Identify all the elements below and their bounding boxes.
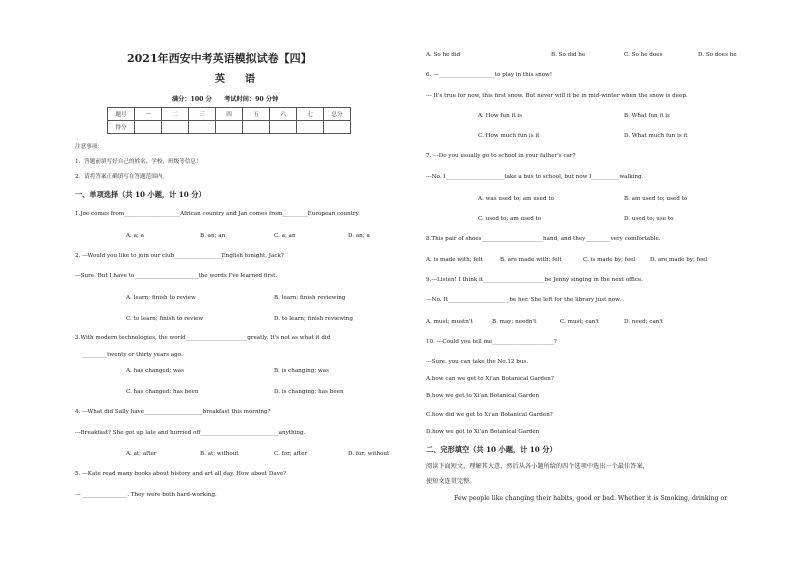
question-5-line2: --- ________________. They were both hard-working. <box>75 492 217 498</box>
question-6-option-a[interactable]: A. How fun it is <box>478 113 522 119</box>
question-5-option-d[interactable]: D. So does he <box>698 52 737 58</box>
score-cell: 四 <box>216 108 243 121</box>
score-input-cell[interactable] <box>135 121 162 134</box>
question-9-stem: 9.---Listen! I think it______________________be Jenny singing in the next office. <box>426 277 644 283</box>
score-input-cell[interactable] <box>162 121 189 134</box>
question-3-option-c[interactable]: C. has changed; has been <box>126 389 199 395</box>
question-8-option-b[interactable]: B. are made with; felt <box>500 257 562 263</box>
question-10-line2: ---Sure. you can take the No.12 bus. <box>426 359 529 365</box>
section-heading-2: 二、完形填空（共 10 小题，计 10 分） <box>426 445 557 454</box>
question-9-option-c[interactable]: C. must; can't <box>560 319 600 325</box>
question-2-option-a[interactable]: A. learn; finish to review <box>126 295 196 301</box>
score-input-cell[interactable] <box>270 121 297 134</box>
question-6-option-d[interactable]: D. What much fun is it <box>624 133 688 139</box>
question-3-option-d[interactable]: D. is changing; has been <box>274 389 344 395</box>
question-5-stem: 5. ---Kate read many books about history and art all day. How about Dave? <box>75 471 287 477</box>
question-8-stem: 8.This pair of shoes______________________hand, and they_________very comfortable. <box>426 236 661 242</box>
question-5-option-a[interactable]: A. So he did <box>426 52 461 58</box>
score-cell: 六 <box>270 108 297 121</box>
exam-title: 2021年西安中考英语模拟试卷【四】 <box>127 52 312 65</box>
cloze-instructions-cont: 使短文连贯完整。 <box>426 478 476 485</box>
score-table-score-row <box>108 121 351 134</box>
score-cell: 五 <box>243 108 270 121</box>
question-4-option-d[interactable]: D. for; without <box>348 451 390 457</box>
question-10-option-b[interactable]: B.how we get to Xi'an Botanical Garden <box>426 393 540 399</box>
score-input-cell[interactable] <box>297 121 324 134</box>
subject-heading: 英 语 <box>215 74 255 85</box>
question-5-option-c[interactable]: C. So he does <box>624 52 663 58</box>
question-3-option-b[interactable]: B. is changing; was <box>274 368 329 374</box>
question-4-stem: 4. ---What did Sally have_____________________breakfast this morning? <box>75 409 271 415</box>
score-cell: 三 <box>189 108 216 121</box>
question-6-option-b[interactable]: B. What fun it is <box>624 113 670 119</box>
question-2-option-d[interactable]: D. to learn; finish reviewing <box>274 316 353 322</box>
question-6-stem: 6. ---____________________to play in this snow! <box>426 72 553 78</box>
question-9-option-b[interactable]: B. may; needn't <box>492 319 537 325</box>
score-cell: 得分 <box>108 121 135 134</box>
cloze-instructions: 阅读下面短文，理解其大意，然后从各小题所给的四个选项中选出一个最佳答案， <box>426 463 649 470</box>
question-7-option-a[interactable]: A. was used to; am used to <box>478 196 554 202</box>
question-3-stem: 3.With modern technologies, the world______________________greatly. It's not as what it did <box>75 335 331 341</box>
section-heading-1: 一、单项选择（共 10 小题，计 10 分） <box>75 190 206 199</box>
question-2-option-b[interactable]: B. learn; finish reviewing <box>274 295 346 301</box>
question-6-line2: --- It's true for now, this first snow. But never will it be in mid-winter when the snow is deep. <box>426 93 688 99</box>
question-10-option-c[interactable]: C.how did we get to Xi'an Botanical Garden? <box>426 412 553 418</box>
question-3-line2: _________twenty or thirty years ago. <box>82 352 183 358</box>
question-2-stem: 2. ---Would you like to join our club_________________English tonight, Jack? <box>75 253 284 259</box>
question-10-option-a[interactable]: A.how can we get to Xi'an Botanical Garden? <box>426 376 554 382</box>
question-4-option-b[interactable]: B. at; without <box>200 451 239 457</box>
score-input-cell[interactable] <box>324 121 351 134</box>
question-1-stem: 1.Joe comes from____________________African country and Jan comes from_________European country. <box>75 211 360 217</box>
question-7-option-c[interactable]: C. used to; am used to <box>478 216 542 222</box>
question-8-option-c[interactable]: C. is made by; feel <box>583 257 636 263</box>
score-input-cell[interactable] <box>189 121 216 134</box>
question-10-option-d[interactable]: D.how we got to Xi'an Botanical Garden <box>426 429 540 435</box>
question-10-stem: 10. ---Could you tell me______________________? <box>426 339 557 345</box>
score-table <box>107 107 351 134</box>
question-9-option-a[interactable]: A. must; mustn't <box>426 319 473 325</box>
question-2-option-c[interactable]: C. to learn; finish to review <box>126 316 204 322</box>
question-7-option-b[interactable]: B. am used to; used to <box>624 196 688 202</box>
question-5-option-b[interactable]: B. So did he <box>551 52 586 58</box>
question-7-line2: ---No. I_____________________take a bus to school, but now I__________walking. <box>426 174 644 180</box>
question-8-option-d[interactable]: D. are made by; feel <box>650 257 708 263</box>
cloze-passage: Few people like changing their habits, good or bad. Whether it is Smoking, drinking or <box>454 495 728 502</box>
question-1-option-d[interactable]: D. an; a <box>348 233 370 239</box>
question-1-option-c[interactable]: C. a; an <box>274 233 296 239</box>
notes-heading: 注意事项： <box>75 144 103 150</box>
question-7-stem: 7. ---Do you usually go to school in your father's car? <box>426 153 576 159</box>
score-cell: 二 <box>162 108 189 121</box>
question-1-option-a[interactable]: A. a; a <box>126 233 144 239</box>
score-table-header-row <box>108 108 351 121</box>
question-9-option-d[interactable]: D. need; can't <box>624 319 664 325</box>
notes-item: 2．请将答案正确填写在答题范围内。 <box>75 174 169 180</box>
question-2-line2: ---Sure. But I have to_______________________the words I've learned first. <box>75 273 278 279</box>
question-6-option-c[interactable]: C. How much fun is it <box>478 133 540 139</box>
question-4-option-c[interactable]: C. for; after <box>274 451 308 457</box>
question-3-option-a[interactable]: A. has changed; was <box>126 368 184 374</box>
question-1-option-b[interactable]: B. an; an <box>200 233 226 239</box>
question-4-option-a[interactable]: A. at; after <box>126 451 157 457</box>
notes-item: 1．答题前填写好自己的姓名、学校、班级等信息！ <box>75 159 202 165</box>
score-cell: 题号 <box>108 108 135 121</box>
question-9-line2: ---No. It______________________be her. She left for the library just now. <box>426 297 622 303</box>
question-8-option-a[interactable]: A. is made with; felt <box>426 257 483 263</box>
exam-meta: 满分：100 分 考试时间：90 分钟 <box>172 96 279 103</box>
score-cell: 七 <box>297 108 324 121</box>
score-cell: 一 <box>135 108 162 121</box>
question-4-line2: ---Breakfast? She got up late and hurried off____________________________anything. <box>75 430 306 436</box>
score-cell: 总分 <box>324 108 351 121</box>
question-7-option-d[interactable]: D. used to; use to <box>624 216 674 222</box>
score-input-cell[interactable] <box>216 121 243 134</box>
score-input-cell[interactable] <box>243 121 270 134</box>
